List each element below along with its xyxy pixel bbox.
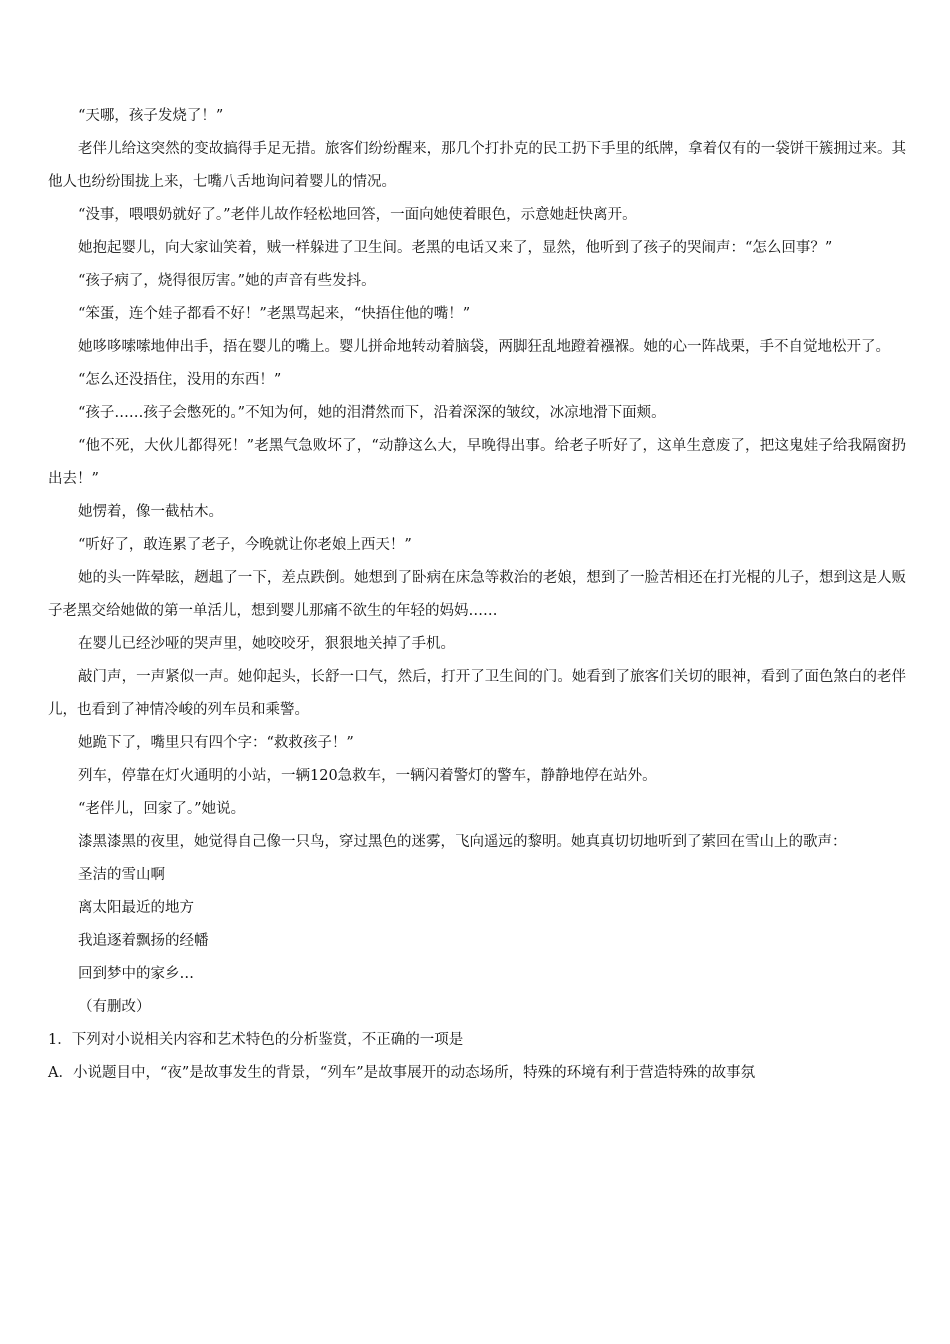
question-stem: 1．下列对小说相关内容和艺术特色的分析鉴赏，不正确的一项是 [48, 1032, 464, 1048]
paragraph: “天哪，孩子发烧了！” [78, 108, 224, 124]
paragraph: 老伴儿给这突然的变故搞得手足无措。旅客们纷纷醒来，那几个打扑克的民工扔下手里的纸牌，拿着仅有的一袋饼干簇拥过来。其他人也纷纷围拢上来，七嘴八舌地询问着婴儿的情况。 [48, 141, 906, 190]
paragraph: 列车，停靠在灯火通明的小站，一辆120急救车，一辆闪着警灯的警车，静静地停在站外。 [78, 768, 657, 784]
paragraph: “孩子病了，烧得很厉害。”她的声音有些发抖。 [78, 273, 376, 289]
paragraph: 她抱起婴儿，向大家讪笑着，贼一样躲进了卫生间。老黑的电话又来了，显然，他听到了孩子的哭闹声：“怎么回事？” [78, 240, 833, 256]
paragraph: “笨蛋，连个娃子都看不好！”老黑骂起来，“快捂住他的嘴！” [78, 306, 471, 322]
paragraph: “听好了，敢连累了老子，今晚就让你老娘上西天！” [78, 537, 412, 553]
song-line: 离太阳最近的地方 [78, 900, 194, 916]
document-body [48, 100, 906, 1090]
song-line: 圣洁的雪山啊 [78, 867, 165, 883]
source-note: （有删改） [78, 999, 151, 1015]
paragraph: 敲门声，一声紧似一声。她仰起头，长舒一口气，然后，打开了卫生间的门。她看到了旅客们关切的眼神，看到了面色煞白的老伴儿，也看到了神情冷峻的列车员和乘警。 [48, 669, 906, 718]
song-line: 我追逐着飘扬的经幡 [78, 933, 209, 949]
paragraph: 她哆哆嗦嗦地伸出手，捂在婴儿的嘴上。婴儿拼命地转动着脑袋，两脚狂乱地蹬着襁褓。她的心一阵战栗，手不自觉地松开了。 [78, 339, 890, 355]
question-option-a: A．小说题目中，“夜”是故事发生的背景，“列车”是故事展开的动态场所，特殊的环境有利于营造特殊的故事氛 [48, 1065, 756, 1081]
paragraph: 漆黑漆黑的夜里，她觉得自己像一只鸟，穿过黑色的迷雾，飞向遥远的黎明。她真真切切地听到了萦回在雪山上的歌声： [78, 834, 847, 850]
paragraph: 她的头一阵晕眩，趔趄了一下，差点跌倒。她想到了卧病在床急等救治的老娘，想到了一脸苦相还在打光棍的儿子，想到这是人贩子老黑交给她做的第一单活儿，想到婴儿那痛不欲生的年轻的妈妈…… [48, 570, 906, 619]
paragraph: “老伴儿，回家了。”她说。 [78, 801, 246, 817]
paragraph: 她愣着，像一截枯木。 [78, 504, 223, 520]
paragraph: 在婴儿已经沙哑的哭声里，她咬咬牙，狠狠地关掉了手机。 [78, 636, 455, 652]
paragraph: 她跪下了，嘴里只有四个字：“救救孩子！” [78, 735, 354, 751]
paragraph: “怎么还没捂住，没用的东西！” [78, 372, 282, 388]
paragraph: “没事，喂喂奶就好了。”老伴儿故作轻松地回答，一面向她使着眼色，示意她赶快离开。 [78, 207, 637, 223]
song-line: 回到梦中的家乡… [78, 966, 194, 982]
paragraph: “他不死，大伙儿都得死！”老黑气急败坏了，“动静这么大，早晚得出事。给老子听好了，这单生意废了，把这鬼娃子给我隔窗扔出去！” [48, 438, 906, 487]
paragraph: “孩子……孩子会憋死的。”不知为何，她的泪潸然而下，沿着深深的皱纹，冰凉地滑下面颊。 [78, 405, 666, 421]
